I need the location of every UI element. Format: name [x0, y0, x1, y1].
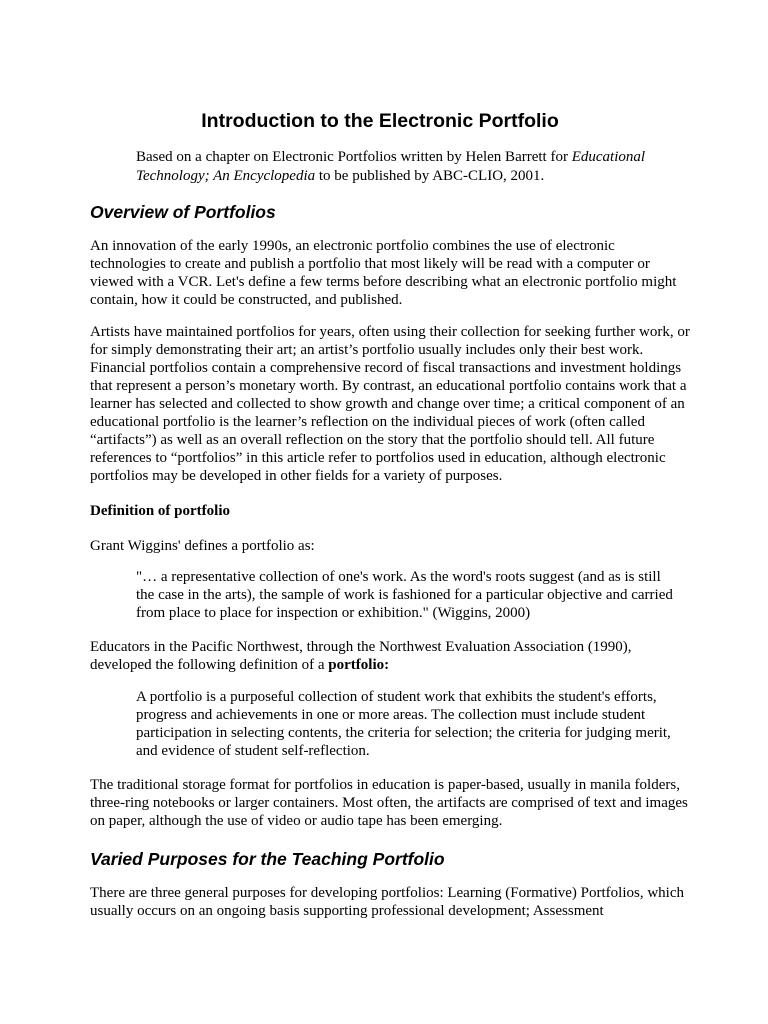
nwea-text: Educators in the Pacific Northwest, through the Northwest Evaluation Association (1990), developed the following definition of a	[90, 639, 632, 673]
section-heading-purposes: Varied Purposes for the Teaching Portfolio	[90, 849, 445, 869]
nwea-bold-term: portfolio:	[328, 657, 390, 673]
paragraph-artists: Artists have maintained portfolios for years, often using their collection for seeking further work, or for simply demonstrating their art; an artist’s portfolio usually includes only their best work. Financial portfolios contain a comprehensive record of fiscal transactions and investment holdings that represent a person’s monetary worth. By contrast, an educational portfolio contains work that a learner has selected and collected to show growth and change over time; a critical component of an educational portfolio is the learner’s reflection on the individual pieces of work (often called “artifacts”) as well as an overall reflection on the story that the portfolio should tell. All future references to “portfolios” in this article refer to portfolios used in education, although electronic portfolios may be developed in other fields for a variety of purposes.	[90, 324, 690, 484]
paragraph-purposes: There are three general purposes for developing portfolios: Learning (Formative) Portfolios, which usually occurs on an ongoing basis supporting professional development; Assessment	[90, 885, 684, 919]
subtitle-prefix: Based on a chapter on Electronic Portfolios written by Helen Barrett for	[136, 149, 572, 165]
subtitle-italic: Educational Technology; An Encyclopedia	[136, 149, 646, 184]
paragraph-storage: The traditional storage format for portfolios in education is paper-based, usually in manila folders, three-ring notebooks or larger containers. Most often, the artifacts are comprised of text and images on paper, although the use of video or audio tape has been emerging.	[90, 777, 688, 829]
paragraph-innovation: An innovation of the early 1990s, an electronic portfolio combines the use of electronic technologies to create and publish a portfolio that most likely will be read with a computer or viewed with a VCR. Let's define a few terms before describing what an electronic portfolio might contain, how it could be constructed, and published.	[90, 238, 677, 308]
section-heading-overview: Overview of Portfolios	[90, 202, 276, 222]
paragraph-nwea	[90, 638, 690, 674]
blockquote-wiggins: "… a representative collection of one's work. As the word's roots suggest (and as is still the case in the arts), the sample of work is fashioned for a particular objective and carried from place to place for inspection or exhibition." (Wiggins, 2000)	[136, 569, 673, 621]
page-title: Introduction to the Electronic Portfolio	[201, 110, 559, 132]
blockquote-definition: A portfolio is a purposeful collection of student work that exhibits the student's efforts, progress and achievements in one or more areas. The collection must include student participation in selecting contents, the criteria for selection; the criteria for judging merit, and evidence of student self-reflection.	[136, 689, 671, 759]
paragraph-wiggins-intro: Grant Wiggins' defines a portfolio as:	[90, 538, 315, 554]
document-subtitle	[136, 148, 676, 185]
subtitle-suffix: to be published by ABC-CLIO, 2001.	[315, 167, 545, 184]
subheading-definition: Definition of portfolio	[90, 503, 230, 519]
